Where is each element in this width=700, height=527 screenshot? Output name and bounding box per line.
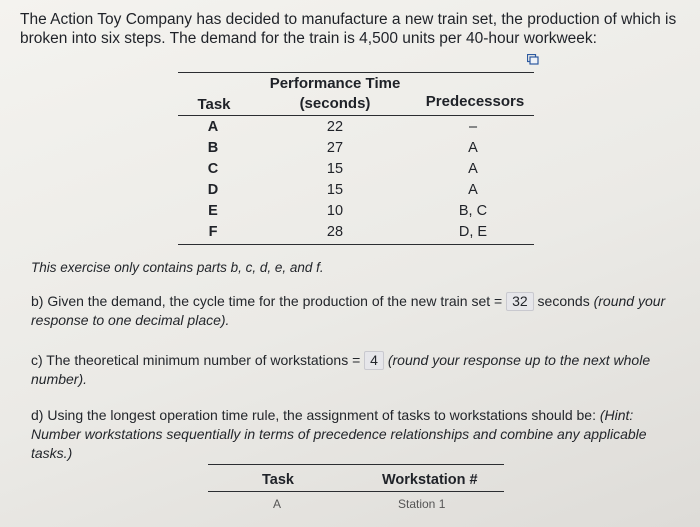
question-b-middle: seconds (533, 293, 594, 309)
question-c-hint: (round your response up to the next whole number). (31, 352, 651, 387)
header-time-line2: (seconds) (299, 95, 371, 112)
pred-cell: A (468, 140, 478, 156)
assignment-task-cell[interactable]: A (273, 497, 282, 511)
table-top-rule (178, 72, 534, 73)
predecessor-column (440, 117, 506, 243)
pred-cell: – (468, 119, 478, 135)
cycle-time-answer[interactable]: 32 (506, 292, 534, 311)
time-column (310, 117, 360, 243)
task-cell: F (208, 224, 218, 240)
header-time-line1: Performance Time (269, 75, 401, 92)
time-cell: 22 (326, 119, 344, 135)
question-b-hint: (round your response to one decimal place). (31, 293, 666, 328)
assignment-station-cell[interactable]: Station 1 (398, 497, 446, 511)
question-c (31, 351, 681, 389)
header-predecessors: Predecessors (425, 93, 525, 110)
pred-cell: B, C (458, 203, 488, 219)
pred-cell: A (468, 161, 478, 177)
table-bottom-rule (178, 244, 534, 245)
time-cell: 15 (326, 182, 344, 198)
question-d-hint: (Hint: Number workstations sequentially in terms of precedence relationships and combine any applicable tasks.) (31, 407, 647, 461)
question-d (31, 406, 681, 463)
copy-icon[interactable] (527, 54, 539, 65)
question-b (31, 292, 691, 330)
assignment-top-rule (208, 464, 504, 465)
task-cell: B (207, 140, 219, 156)
assignment-header-task: Task (262, 472, 294, 488)
assignment-header-workstation: Workstation # (382, 472, 478, 488)
task-column (196, 117, 230, 243)
header-task: Task (197, 96, 231, 113)
exercise-note: This exercise only contains parts b, c, d, e, and f. (31, 260, 324, 275)
task-cell: D (207, 182, 219, 198)
problem-intro: The Action Toy Company has decided to manufacture a new train set, the production of which is broken into six steps. The demand for the train is 4,500 units per 40-hour workweek: (20, 11, 677, 47)
time-cell: 15 (326, 161, 344, 177)
question-b-prefix: b) Given the demand, the cycle time for the production of the new train set = (31, 293, 507, 309)
pred-cell: D, E (458, 224, 488, 240)
time-cell: 10 (326, 203, 344, 219)
question-c-prefix: c) The theoretical minimum number of workstations = (31, 352, 365, 368)
question-d-text: d) Using the longest operation time rule, the assignment of tasks to workstations should be: (31, 407, 600, 423)
time-cell: 28 (326, 224, 344, 240)
assignment-header-rule (208, 491, 504, 492)
time-cell: 27 (326, 140, 344, 156)
table-header-rule (178, 115, 534, 116)
task-cell: A (207, 119, 219, 135)
workstations-answer[interactable]: 4 (364, 351, 384, 370)
task-cell: E (208, 203, 218, 219)
task-cell: C (207, 161, 219, 177)
pred-cell: A (468, 182, 478, 198)
